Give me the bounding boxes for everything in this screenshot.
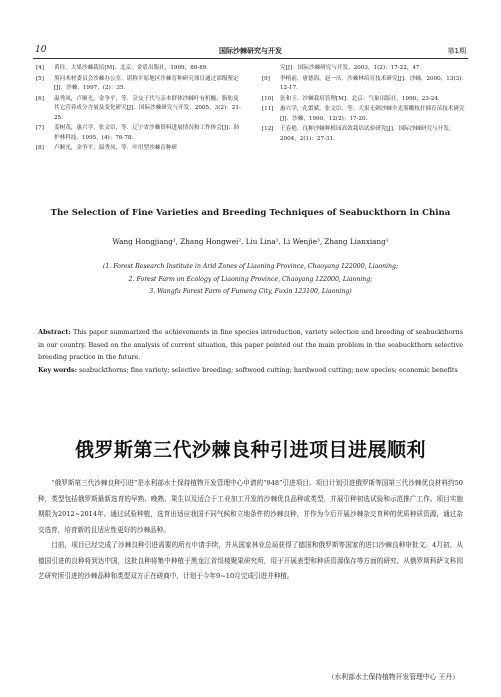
- author-list: Wang Hongjiang¹, Zhang Hongwei², Liu Lina¹, Li Wenjie³, Zhang Lianxiang¹: [112, 237, 389, 246]
- news-body: [38, 476, 463, 585]
- affiliation-line: (1. Forest Research Institute in Arid Zones of Liaoning Province, Chaoyang 122000, Liaoning;: [102, 263, 399, 270]
- reference-item: [11] 惠兴学，孔繁斌，张文臣，等．大果无刺沙棘全光雾嫩枝扦插育苗技术研究[J]．沙棘，1999，12(2)：17-20．: [262, 106, 465, 122]
- reference-item: [10] 张和玉．沙棘栽培管理[M]．北京：气象出版社，1990，23-24．: [262, 95, 444, 102]
- reference-item: [4] 黄铨．大果沙棘栽培[M]．北京：金盾出版社，1999，88-89．: [36, 65, 212, 71]
- english-article-title: The Selection of Fine Varieties and Breeding Techniques of Seabuckthorn in China: [50, 208, 451, 218]
- reference-item: [6] 温秀凤，卢顺光，金争平，等．杂交子代与亲本群体沙棘叶有机酸、脂肪及其它营养成分含量及变化研究[J]．国际沙棘研究与开发，2005，3(2)：21-25．: [36, 95, 241, 121]
- reference-item: [5] 黑河木材委员会沙棘办公室．堪称平原地区沙棘育种研究项目通过部级鉴定[J]．沙棘，1997，(2)：35．: [36, 75, 239, 91]
- reference-item: [12] 王春艳．良种沙棘种植园高效栽培试验研究[J]．国际沙棘研究与开发，2004，2(1)：27-31．: [262, 126, 455, 142]
- news-title: 俄罗斯第三代沙棘良种引进项目进展顺利: [74, 439, 426, 461]
- keywords-label: Key words:: [38, 365, 77, 374]
- reference-item: [7] 姜树茂，惠兴学，张文臣，等．辽宁省沙棘资料进展情况和工作体会[J]．防护林科技，1995，(4)：76-78．: [36, 125, 240, 141]
- reference-item: 究[J]．国际沙棘研究与开发，2003，1(2)：17-22，47．: [280, 65, 426, 71]
- news-paragraph: “俄罗斯第三代沙棘良种引进”是水利部水土保持植物开发管理中心申请的“948”引进项目。项目计划引进俄罗斯等国第三代沙棘优良材料约50种，类型包括俄罗斯最新选育的早熟、晚熟、果生以及适合于工业加工开发的沙棘优良品种或类型，并展引种初选试验和示范推广工作。项目实施期限为2012~2014年。通过试验种植，选育出适应我国不同气候和立地条件的沙棘良种，并作为今后开展沙棘杂交育种的优质种质资源，通过杂交选育，培育新的且适应性更好的沙棘品种。: [38, 479, 463, 534]
- abstract-label: Abstract:: [38, 328, 71, 336]
- issue-label: 第1期: [447, 47, 466, 55]
- news-paragraph: 目前，项目已经完成了沙棘良种引进需要的所有申请手续，并从国家林业总局获得了德国和俄罗斯等国家的进口沙棘良种审批文。4月初，从德国引进的良种将到达中国，这批良种将集中种植于黑龙江省绥棱聚果研究所，用于开展表型和种质资源保存等方面的研究。从俄罗斯科萨文科园艺研究所引进的沙棘品种和类型双方正在磋商中，计划于今年9~10月完成引进并种植。: [38, 541, 463, 580]
- reference-item: [9] 李榕前，唐德海，赵一庆．沙棘林培育技术研究[J]．沙棘，2000，13(3)：12-17．: [262, 75, 467, 91]
- abstract-text: This paper summarized the achievements in fine species introduction, variety selection and breeding of seabuckthorns in our country. Based on the analysis of current situation, this paper pointed out the main problem in the seabuckthorn selective breeding practice in the future.: [38, 328, 463, 362]
- references-right-column: [262, 64, 468, 145]
- affiliation-line: 3. Wangfu Forest Farm of Fumeng City, Fuxin 123100, Liaoning): [149, 288, 352, 295]
- keywords-text: seabuckthorns; fine variety; selective breeding; softwood cutting; hardwood cutting; new species; economic benefits: [79, 365, 458, 374]
- page-number: 10: [35, 45, 47, 55]
- references-left-column: [36, 64, 243, 155]
- news-source: （水利部水土保持植物开发管理中心 王丹）: [327, 673, 459, 681]
- affiliation-line: 2. Forest Farm on Ecology of Liaoning Province, Chaoyang 122000, Liaoning;: [128, 275, 373, 283]
- abstract-block: [38, 326, 463, 376]
- affiliations: [20, 261, 481, 299]
- running-header: [33, 44, 468, 59]
- reference-item: [8] 卢顺光，金争平，温秀凤，等．叶用型沙棘育种研: [36, 145, 178, 151]
- references: [36, 64, 467, 200]
- journal-title: 国际沙棘研究与开发: [219, 47, 282, 55]
